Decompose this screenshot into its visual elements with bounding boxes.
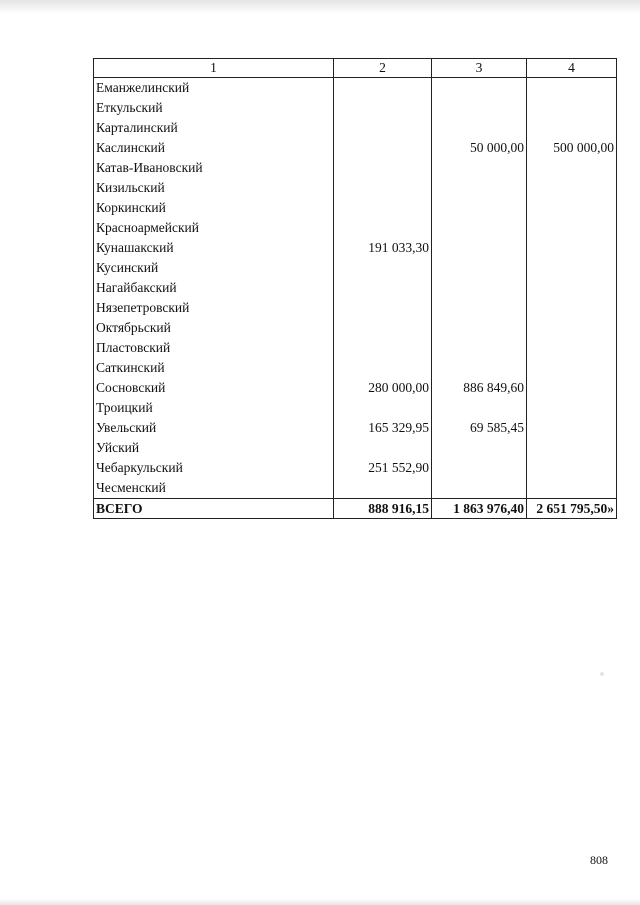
- value-col-3: [432, 118, 527, 138]
- table-row: [94, 318, 617, 338]
- district-name: Нязепетровский: [94, 298, 334, 318]
- value-col-3: [432, 438, 527, 458]
- value-col-2: [334, 78, 432, 99]
- district-name: Пластовский: [94, 338, 334, 358]
- table-row: [94, 258, 617, 278]
- value-col-4: [527, 378, 617, 398]
- table-row: [94, 158, 617, 178]
- total-label: ВСЕГО: [94, 499, 334, 519]
- table-row: [94, 438, 617, 458]
- value-col-3: [432, 218, 527, 238]
- value-col-3: [432, 458, 527, 478]
- value-col-2: [334, 398, 432, 418]
- value-col-4: [527, 458, 617, 478]
- value-col-3: [432, 398, 527, 418]
- district-name: Кусинский: [94, 258, 334, 278]
- scan-shadow-top: [0, 0, 640, 14]
- district-name: Чесменский: [94, 478, 334, 499]
- value-col-4: [527, 118, 617, 138]
- column-header-1: 1: [94, 59, 334, 78]
- value-col-3: [432, 98, 527, 118]
- district-name: Каслинский: [94, 138, 334, 158]
- value-col-4: [527, 78, 617, 99]
- value-col-2: [334, 118, 432, 138]
- value-col-3: 69 585,45: [432, 418, 527, 438]
- value-col-2: [334, 358, 432, 378]
- scan-speck: [600, 672, 604, 676]
- value-col-3: [432, 258, 527, 278]
- table-row: [94, 118, 617, 138]
- table-row: [94, 298, 617, 318]
- table-row: [94, 178, 617, 198]
- table-row: [94, 218, 617, 238]
- value-col-2: [334, 338, 432, 358]
- district-name: Уйский: [94, 438, 334, 458]
- district-name: Увельский: [94, 418, 334, 438]
- value-col-4: [527, 258, 617, 278]
- value-col-4: [527, 438, 617, 458]
- column-header-3: 3: [432, 59, 527, 78]
- value-col-3: [432, 358, 527, 378]
- table-row: [94, 378, 617, 398]
- table-row: [94, 398, 617, 418]
- value-col-4: [527, 198, 617, 218]
- value-col-3: [432, 238, 527, 258]
- district-name: Троицкий: [94, 398, 334, 418]
- value-col-2: [334, 218, 432, 238]
- district-name: Еткульский: [94, 98, 334, 118]
- table-row: [94, 478, 617, 499]
- value-col-3: 886 849,60: [432, 378, 527, 398]
- district-name: Кизильский: [94, 178, 334, 198]
- value-col-2: [334, 178, 432, 198]
- value-col-3: [432, 198, 527, 218]
- table-row: [94, 198, 617, 218]
- value-col-2: 280 000,00: [334, 378, 432, 398]
- value-col-3: [432, 158, 527, 178]
- district-name: Сосновский: [94, 378, 334, 398]
- value-col-4: [527, 418, 617, 438]
- table-row: [94, 98, 617, 118]
- value-col-2: [334, 258, 432, 278]
- district-name: Кунашакский: [94, 238, 334, 258]
- table-row: [94, 358, 617, 378]
- district-name: Карталинский: [94, 118, 334, 138]
- table-header-row: [94, 59, 617, 78]
- value-col-2: [334, 138, 432, 158]
- value-col-2: 165 329,95: [334, 418, 432, 438]
- scan-shadow-bottom: [0, 899, 640, 905]
- value-col-3: [432, 78, 527, 99]
- total-col-4: 2 651 795,50»: [527, 499, 617, 519]
- value-col-2: [334, 278, 432, 298]
- value-col-3: [432, 338, 527, 358]
- value-col-4: [527, 338, 617, 358]
- value-col-4: [527, 98, 617, 118]
- value-col-4: [527, 218, 617, 238]
- value-col-2: 251 552,90: [334, 458, 432, 478]
- column-header-2: 2: [334, 59, 432, 78]
- value-col-4: [527, 278, 617, 298]
- value-col-4: [527, 318, 617, 338]
- value-col-2: [334, 318, 432, 338]
- district-name: Катав-Ивановский: [94, 158, 334, 178]
- district-name: Чебаркульский: [94, 458, 334, 478]
- value-col-3: [432, 298, 527, 318]
- value-col-2: [334, 478, 432, 499]
- data-table: [93, 58, 617, 519]
- column-header-4: 4: [527, 59, 617, 78]
- total-row: [94, 499, 617, 519]
- value-col-3: [432, 278, 527, 298]
- district-name: Саткинский: [94, 358, 334, 378]
- value-col-2: [334, 198, 432, 218]
- value-col-2: [334, 298, 432, 318]
- district-name: Коркинский: [94, 198, 334, 218]
- value-col-2: [334, 438, 432, 458]
- value-col-4: [527, 398, 617, 418]
- total-col-2: 888 916,15: [334, 499, 432, 519]
- value-col-4: [527, 238, 617, 258]
- value-col-2: [334, 158, 432, 178]
- value-col-4: [527, 358, 617, 378]
- table-row: [94, 138, 617, 158]
- page-number: 808: [590, 853, 608, 867]
- value-col-3: [432, 478, 527, 499]
- value-col-2: 191 033,30: [334, 238, 432, 258]
- value-col-4: [527, 298, 617, 318]
- value-col-3: 50 000,00: [432, 138, 527, 158]
- value-col-3: [432, 178, 527, 198]
- value-col-3: [432, 318, 527, 338]
- value-col-4: [527, 158, 617, 178]
- district-name: Октябрьский: [94, 318, 334, 338]
- district-name: Нагайбакский: [94, 278, 334, 298]
- table-row: [94, 418, 617, 438]
- district-name: Красноармейский: [94, 218, 334, 238]
- table-row: [94, 238, 617, 258]
- table-row: [94, 338, 617, 358]
- table-row: [94, 78, 617, 99]
- district-name: Еманжелинский: [94, 78, 334, 99]
- table-row: [94, 278, 617, 298]
- total-col-3: 1 863 976,40: [432, 499, 527, 519]
- value-col-4: [527, 178, 617, 198]
- value-col-4: 500 000,00: [527, 138, 617, 158]
- value-col-2: [334, 98, 432, 118]
- table-row: [94, 458, 617, 478]
- value-col-4: [527, 478, 617, 499]
